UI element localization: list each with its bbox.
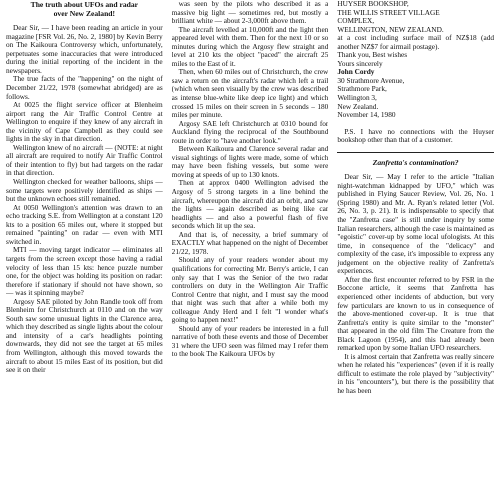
paragraph: Should any of your readers be interested in a full narrative of both these events and those of December 31 where the UFO seen was filmed may I refer them to the book The Kaikoura UFOs by — [171, 323, 329, 359]
bookshop-address-line: COMPLEX, — [337, 16, 375, 26]
paragraph: Wellington checked for weather balloons, ships — some targets were positively identified as ships — but the unknown echoes still remained. — [6, 177, 163, 204]
paragraph: Argosy SAE piloted by John Randle took off from Blenheim for Christchurch at 0110 and on the way South saw some unusual lights in the Clarence area, which they described as single lights about the colour and intensity of a car's headlights pointing downwards, they did not see the target at 65 miles from Wellington, although this moved towards the aircraft to about 15 miles East of its position, but did see it on their — [6, 296, 163, 375]
paragraph: MTI — moving target indicator — eliminates all targets from the screen except those having a radial velocity of less than 15 kts: hence puzzle number one, for the object was holding its position on radar: therefore if stationary if should not have shown, so — was it spinning maybe? — [6, 245, 163, 298]
bookshop-address-line: THE WILLIS STREET VILLAGE — [337, 7, 440, 17]
bookshop-address — [337, 0, 494, 34]
letter-date: November 14, 1980 — [337, 110, 396, 120]
paragraph: Wellington knew of no aircraft — (NOTE: at night all aircraft are required to notify Air Traffic Control of their intention to fly) but had targets on the radar in that direction. — [6, 142, 163, 178]
signoff — [337, 51, 494, 119]
author-name: John Cordy — [337, 67, 375, 77]
divider — [337, 152, 494, 153]
paragraph: The true facts of the "happening" on the night of December 21/22, 1978 (somewhat abridged) are as follows. — [6, 74, 163, 101]
paragraph: Between Kaikoura and Clarence several radar and visual sightings of lights were made, some of which may have been fishing vessels, but some were moving at speeds of up to 130 knots. — [171, 144, 329, 179]
bookshop-address-line: WELLINGTON, NEW ZEALAND. — [337, 24, 444, 34]
article-title-line-2: over New Zealand! — [53, 8, 116, 18]
author-address-line: Wellington 3, — [337, 93, 377, 103]
paragraph: It is almost certain that Zanfretta was really sincere when he related his "experiences" (even if it is really difficult to estimate the role played by "subjectivity" in his "encounters"), but there is the possibility that he has been — [337, 351, 495, 395]
paragraph: Dear Sir, — I have been reading an article in your magazine [FSR Vol. 26, No. 2, 1980] by Kevin Berry on The Kaikoura Controversy which, unfortunately, perpetuates some inaccuracies that were introduced during the initial reporting of the incident in the newspapers. — [6, 23, 163, 75]
article-body-continued — [172, 0, 329, 359]
paragraph: At 0050 Wellington's attention was drawn to an echo tracking S.E. from Wellington at a constant 120 kts to a position 65 miles out, where it stopped but remained "painting" on radar — even with MTI switched in. — [6, 202, 163, 246]
column-right — [337, 0, 494, 500]
author-address-line: 30 Strathmore Avenue, — [337, 75, 405, 85]
column-left — [6, 0, 163, 500]
article-body — [6, 24, 163, 374]
signoff-line: Thank you, Best wishes — [337, 50, 408, 60]
author-address-line: Strathmore Park, — [337, 84, 387, 94]
article-title-2: Zanfretta's contamination? — [372, 157, 459, 167]
paragraph: And that is, of necessity, a brief summary of EXACTLY what happened on the night of December 21/22, 1978. — [171, 229, 329, 256]
bookshop-price-note: at a cost including surface mail of NZ$18 (add another NZ$7 for airmail postage). — [337, 33, 495, 51]
paragraph: Argosy SAE left Christchurch at 0310 bound for Auckland flying the reciprocal of the Southbound route in order to "have another look." — [171, 118, 329, 145]
column-middle — [172, 0, 329, 500]
paragraph: Should any of your readers wonder about my qualifications for correcting Mr. Berry's article, I can only say that I was the Senior of the two radar controllers on duty in the Wellington Air Traffic Control Centre that night, and I must say the mood that night was such that after a while both my colleague Andy Herd and I felt "I wonder what's going to happen next!" — [171, 255, 329, 325]
paragraph: At 0025 the flight service officer at Blenheim airport rang the Air Traffic Control Centre at Wellington to enquire if they knew of any aircraft in the vicinity of Cape Campbell as they could see lights in the sky in that direction. — [6, 100, 163, 144]
paragraph: Then, when 60 miles out of Christchurch, the crew saw a return on the aircraft's radar which left a trail (which when seen visually by the crew was described as intense blue-white like deep ice light) and which crossed 15 miles on their screen in 5 seconds – 180 miles per minute. — [171, 67, 329, 120]
bookshop-address-line: HUYSER BOOKSHOP, — [337, 0, 409, 8]
article-title-line-1: The truth about UFOs and radar — [30, 0, 139, 9]
article-body-2 — [337, 173, 494, 395]
paragraph: The aircraft levelled at 10,000ft and the light then appeared level with them. Then for the next 10 or so minutes during which the Argosy flew straight and level at 210 kts the object "paced" the aircraft 25 miles to the East of it. — [171, 24, 329, 68]
paragraph: was seen by the pilots who described it as a massive big light — sometimes red, but mostly a brilliant white — about 2-3,000ft above them. — [171, 0, 329, 26]
paragraph: Then at approx 0400 Wellington advised the Argosy of 5 strong targets in a line behind the aircraft, whereupon the aircraft did an orbit, and saw the lights — again described as being like car headlights — and also a powerful flash of five seconds which lit up the sea. — [171, 178, 329, 231]
signoff-line: Yours sincerely — [337, 58, 383, 68]
postscript: P.S. I have no connections with the Huyser bookshop other than that of a customer. — [337, 126, 495, 145]
paragraph: Dear Sir, — May I refer to the article "Italian night-watchman kidnapped by UFO," which was published in Flying Saucer Review, Vol. 26, No. 1 (Spring 1980) and Mr. A. Ryan's related letter (Vol. 26, No. 3, p. 21). It is indispensable to specify that the "Zanfretta case" is still under inquiry by some Italian researchers, although the case is maintained as "egoistic" cover-up by some local ufologists. At this time, in consequence of the "delicacy" and complexity of the case, it's impossible to express any judgement on the objective reality of Zanfretta's experiences. — [337, 172, 495, 276]
article-title — [6, 1, 163, 18]
paragraph: After the first encounter referred to by FSR in the Boccone article, it seems that Zanfretta has experienced other incidents of abduction, but very few particulars are known to us in consequence of the above-mentioned cover-up. It is true that Zanfretta's entity is quite similar to the "monster" that appeared in the old film The Creature from the Black Lagoon (1954), and this had already been remarked upon by some Italian UFO researchers. — [337, 274, 495, 353]
author-address-line: New Zealand. — [337, 101, 379, 111]
